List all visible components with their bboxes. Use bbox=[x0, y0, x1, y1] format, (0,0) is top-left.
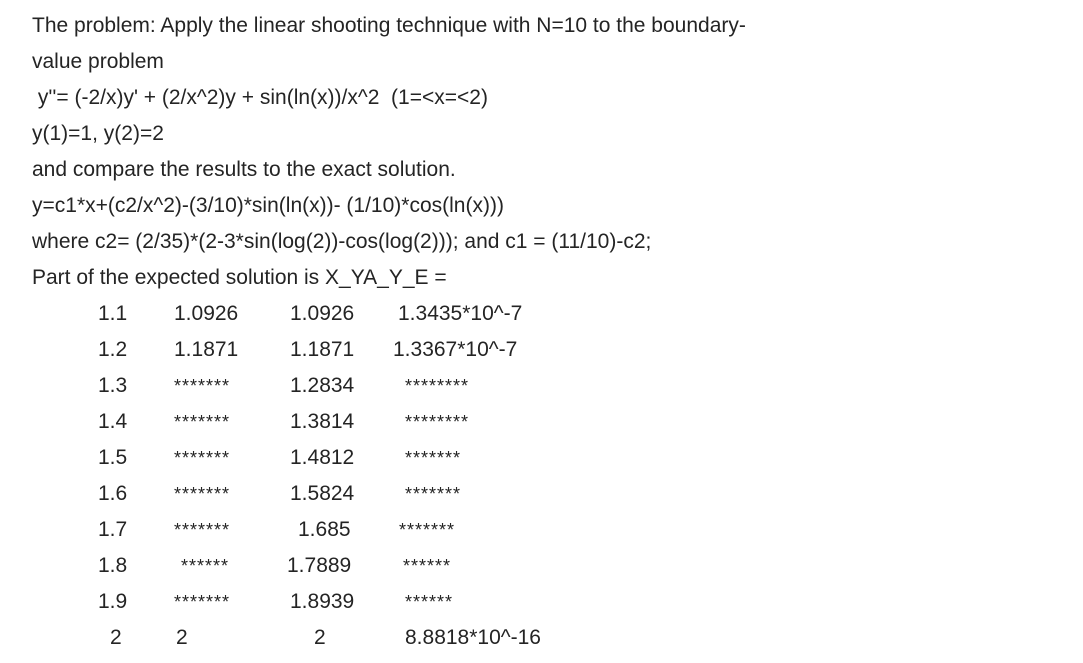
boundary-conditions: y(1)=1, y(2)=2 bbox=[32, 122, 164, 145]
table-row bbox=[0, 625, 1083, 651]
error-value: ******** bbox=[405, 376, 470, 396]
x-value: 1.1 bbox=[98, 302, 128, 325]
ya-value: ******* bbox=[174, 592, 231, 612]
error-value: ******* bbox=[405, 484, 462, 504]
error-value: 8.8818*10^-16 bbox=[405, 626, 541, 649]
x-value: 1.5 bbox=[98, 446, 128, 469]
error-value: ****** bbox=[403, 556, 452, 576]
ye-value: 1.7889 bbox=[287, 554, 352, 577]
x-value: 1.2 bbox=[98, 338, 128, 361]
ya-value: ******* bbox=[174, 484, 231, 504]
error-value: ******** bbox=[405, 412, 470, 432]
ye-value: 1.5824 bbox=[290, 482, 355, 505]
ya-value: ****** bbox=[181, 556, 230, 576]
error-value: 1.3367*10^-7 bbox=[393, 338, 518, 361]
table-row bbox=[0, 481, 1083, 507]
table-row bbox=[0, 301, 1083, 327]
constants-line: where c2= (2/35)*(2-3*sin(log(2))-cos(log(2))); and c1 = (11/10)-c2; bbox=[32, 230, 652, 253]
exact-solution-line: y=c1*x+(c2/x^2)-(3/10)*sin(ln(x))- (1/10)*cos(ln(x))) bbox=[32, 194, 504, 217]
ye-value: 2 bbox=[314, 626, 326, 649]
ya-value: 1.1871 bbox=[174, 338, 239, 361]
table-row bbox=[0, 337, 1083, 363]
x-value: 1.7 bbox=[98, 518, 128, 541]
table-row bbox=[0, 409, 1083, 435]
ye-value: 1.2834 bbox=[290, 374, 355, 397]
table-row bbox=[0, 553, 1083, 579]
ya-value: 1.0926 bbox=[174, 302, 239, 325]
error-value: ******* bbox=[405, 448, 462, 468]
problem-line-1: The problem: Apply the linear shooting technique with N=10 to the boundary- bbox=[32, 14, 746, 37]
ye-value: 1.0926 bbox=[290, 302, 355, 325]
ya-value: ******* bbox=[174, 520, 231, 540]
x-value: 1.3 bbox=[98, 374, 128, 397]
expected-solution-label: Part of the expected solution is X_YA_Y_E = bbox=[32, 266, 447, 289]
ye-value: 1.3814 bbox=[290, 410, 355, 433]
x-value: 2 bbox=[110, 626, 122, 649]
table-row bbox=[0, 517, 1083, 543]
ye-value: 1.1871 bbox=[290, 338, 355, 361]
x-value: 1.8 bbox=[98, 554, 128, 577]
ye-value: 1.4812 bbox=[290, 446, 355, 469]
x-value: 1.6 bbox=[98, 482, 128, 505]
table-row bbox=[0, 445, 1083, 471]
ya-value: ******* bbox=[174, 376, 231, 396]
ya-value: 2 bbox=[176, 626, 188, 649]
error-value: 1.3435*10^-7 bbox=[398, 302, 523, 325]
ye-value: 1.685 bbox=[298, 518, 351, 541]
table-row bbox=[0, 589, 1083, 615]
ye-value: 1.8939 bbox=[290, 590, 355, 613]
table-row bbox=[0, 373, 1083, 399]
problem-line-2: value problem bbox=[32, 50, 164, 73]
x-value: 1.9 bbox=[98, 590, 128, 613]
ya-value: ******* bbox=[174, 412, 231, 432]
error-value: ****** bbox=[405, 592, 454, 612]
compare-line: and compare the results to the exact solution. bbox=[32, 158, 456, 181]
ya-value: ******* bbox=[174, 448, 231, 468]
equation-line: y''= (-2/x)y' + (2/x^2)y + sin(ln(x))/x^2 (1=<x=<2) bbox=[32, 86, 488, 109]
x-value: 1.4 bbox=[98, 410, 128, 433]
error-value: ******* bbox=[399, 520, 456, 540]
